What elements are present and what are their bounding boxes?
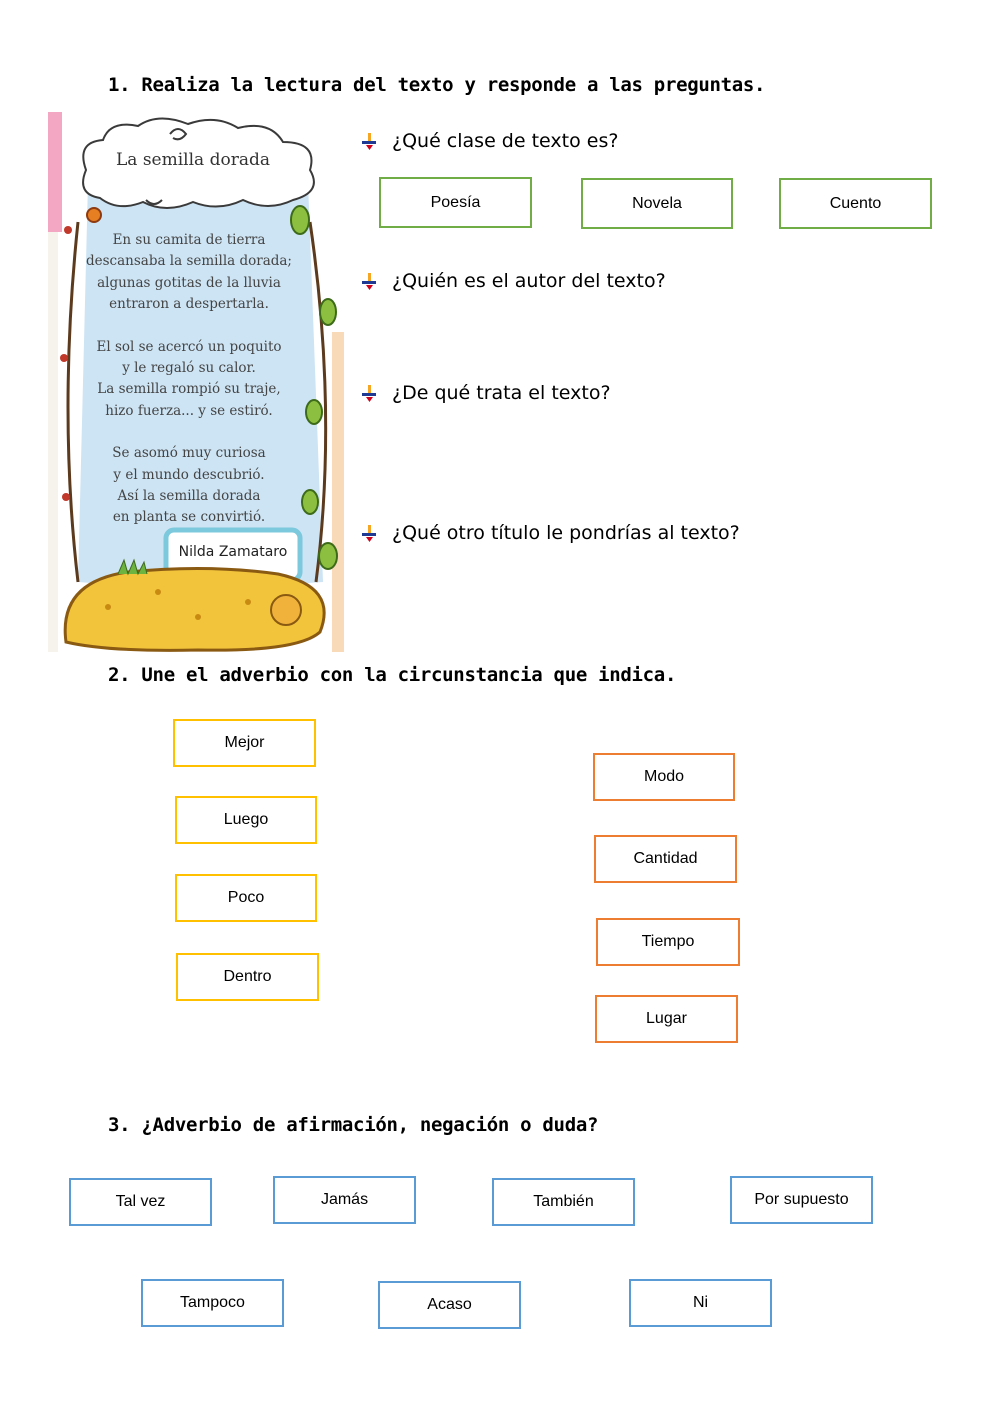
option-cuento[interactable]: Cuento bbox=[779, 178, 932, 229]
word-tal-vez[interactable]: Tal vez bbox=[69, 1178, 212, 1226]
poem-stanza bbox=[84, 337, 294, 423]
poem-line: El sol se acercó un poquito bbox=[96, 338, 282, 355]
adverb-poco[interactable]: Poco bbox=[175, 874, 317, 922]
section2-heading: 2. Une el adverbio con la circunstancia que indica. bbox=[108, 664, 677, 686]
poem-stanza bbox=[84, 443, 294, 529]
word-jamas[interactable]: Jamás bbox=[273, 1176, 416, 1224]
word-por-supuesto[interactable]: Por supuesto bbox=[730, 1176, 873, 1224]
word-tampoco[interactable]: Tampoco bbox=[141, 1279, 284, 1327]
option-poesia[interactable]: Poesía bbox=[379, 177, 532, 228]
poem-line: Así la semilla dorada bbox=[117, 488, 261, 505]
question-2 bbox=[360, 270, 666, 292]
word-acaso[interactable]: Acaso bbox=[378, 1281, 521, 1329]
poem-line: y el mundo descubrió. bbox=[113, 466, 265, 483]
adverb-dentro[interactable]: Dentro bbox=[176, 953, 319, 1001]
word-ni[interactable]: Ni bbox=[629, 1279, 772, 1327]
poem-illustration bbox=[48, 112, 344, 652]
circumstance-lugar[interactable]: Lugar bbox=[595, 995, 738, 1043]
arrow-bullet-icon bbox=[360, 131, 380, 151]
question-3-text: ¿De qué trata el texto? bbox=[392, 382, 611, 404]
question-2-text: ¿Quién es el autor del texto? bbox=[392, 270, 666, 292]
poem-line: y le regaló su calor. bbox=[122, 360, 256, 377]
poem-line: En su camita de tierra bbox=[112, 232, 266, 248]
circumstance-cantidad[interactable]: Cantidad bbox=[594, 835, 737, 883]
section1-heading: 1. Realiza la lectura del texto y responde a las preguntas. bbox=[108, 74, 766, 96]
poem-author: Nilda Zamataro bbox=[178, 544, 288, 560]
question-1 bbox=[360, 130, 618, 152]
question-3 bbox=[360, 382, 611, 404]
arrow-bullet-icon bbox=[360, 383, 380, 403]
adverb-luego[interactable]: Luego bbox=[175, 796, 317, 844]
word-tambien[interactable]: También bbox=[492, 1178, 635, 1226]
section3-heading: 3. ¿Adverbio de afirmación, negación o duda? bbox=[108, 1114, 599, 1136]
poem-line: hizo fuerza... y se estiró. bbox=[105, 402, 273, 419]
question-4-text: ¿Qué otro título le pondrías al texto? bbox=[392, 522, 740, 544]
question-1-text: ¿Qué clase de texto es? bbox=[392, 130, 619, 152]
arrow-bullet-icon bbox=[360, 271, 380, 291]
option-novela[interactable]: Novela bbox=[581, 178, 733, 229]
poem-body bbox=[84, 230, 294, 529]
poem-line: algunas gotitas de la lluvia bbox=[97, 274, 281, 291]
poem-line: en planta se convirtió. bbox=[112, 509, 266, 526]
poem-line: La semilla rompió su traje, bbox=[97, 381, 281, 398]
arrow-bullet-icon bbox=[360, 523, 380, 543]
poem-line: Se asomó muy curiosa bbox=[112, 445, 266, 462]
circumstance-modo[interactable]: Modo bbox=[593, 753, 735, 801]
poem-line: descansaba la semilla dorada; bbox=[85, 253, 292, 270]
poem-title: La semilla dorada bbox=[116, 150, 270, 170]
circumstance-tiempo[interactable]: Tiempo bbox=[596, 918, 740, 966]
poem-stanza bbox=[84, 230, 294, 316]
question-4 bbox=[360, 522, 740, 544]
poem-line: entraron a despertarla. bbox=[109, 296, 269, 313]
adverb-mejor[interactable]: Mejor bbox=[173, 719, 316, 767]
